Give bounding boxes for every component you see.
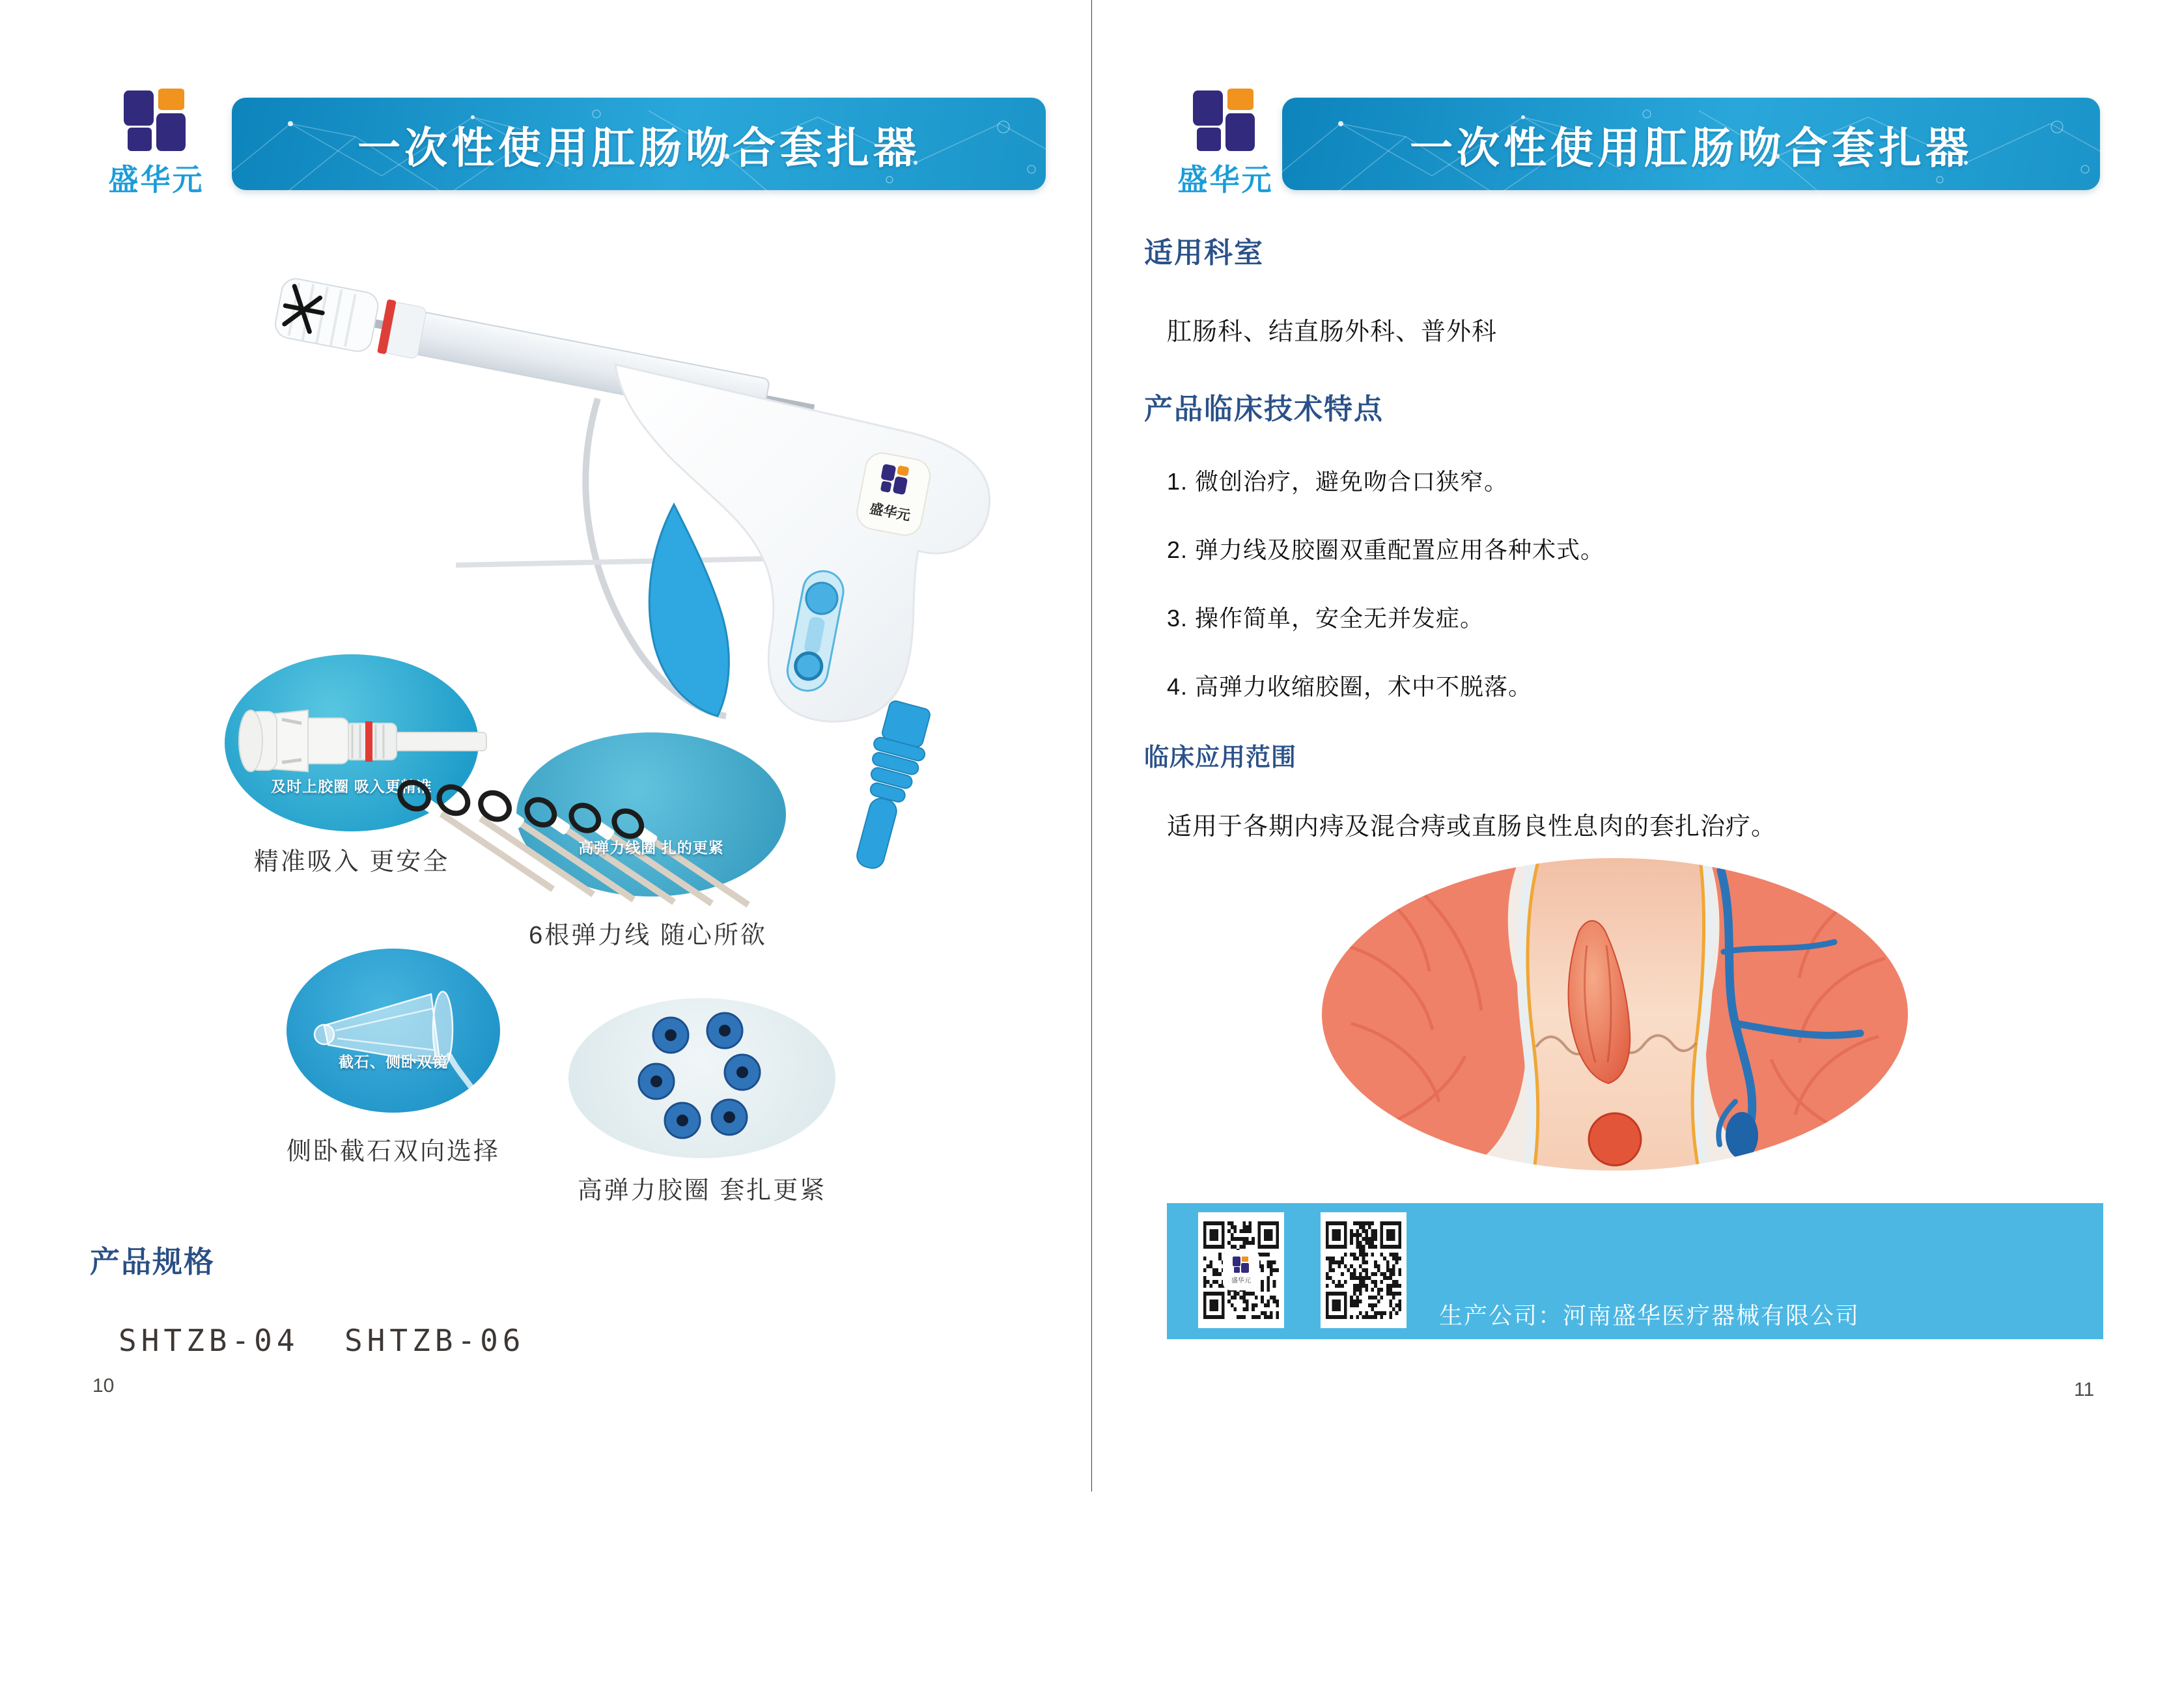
- page-title: 一次性使用肛肠吻合套扎器: [357, 123, 920, 172]
- company-logo-text: 盛华元: [108, 163, 204, 197]
- qr-code-wechat: [1198, 1212, 1284, 1328]
- footer-address-line: 地 址：河南省长垣市魏庄工业园区华豫大道西侧: [1439, 1560, 1967, 1587]
- hemorrhoid-anatomy-illustration: [1319, 854, 1911, 1174]
- section-heading-departments: 适用科室: [1144, 237, 1264, 269]
- clinical-scope-body: 适用于各期内痔及混合痔或直肠良性息肉的套扎治疗。: [1167, 813, 1777, 840]
- company-logo-text: 盛华元: [1177, 163, 1274, 197]
- contact-footer: [1167, 1203, 2103, 1587]
- list-item: 2. 弹力线及胶圈双重配置应用各种术式。: [1167, 536, 1605, 563]
- departments-body: 肛肠科、结直肠外科、普外科: [1167, 318, 1498, 346]
- rubber-rings-photo: [568, 998, 835, 1158]
- list-item: 1. 微创治疗，避免吻合口狭窄。: [1167, 468, 1509, 495]
- qr-code-website: [1321, 1212, 1407, 1328]
- callout-overlay-text: 截石、侧卧双镜: [339, 1053, 448, 1071]
- callout-caption: 高弹力胶圈 套扎更紧: [577, 1177, 827, 1204]
- company-logo-icon: [1193, 89, 1258, 151]
- qr-center-logo: [1224, 1251, 1258, 1289]
- company-logo: [1167, 89, 1284, 199]
- elastic-lines-photo: [516, 732, 786, 896]
- page-left: [0, 0, 1092, 1492]
- callout-overlay-text: 及时上胶圈 吸入更精准: [271, 777, 432, 795]
- device-logo-sticker: [854, 451, 933, 538]
- callout-caption: 精准吸入 更安全: [253, 848, 450, 876]
- footer-contact-lines: [1439, 1208, 1967, 1681]
- device-sticker-label: 盛华元: [868, 501, 912, 524]
- page-number: 11: [2074, 1379, 2095, 1400]
- feature-callout-elastic-lines: [516, 732, 786, 896]
- clinical-feature-list: [1167, 464, 1604, 702]
- page-title: 一次性使用肛肠吻合套扎器: [1410, 123, 1972, 172]
- callout-caption: 6根弹力线 随心所欲: [529, 922, 767, 949]
- list-item: 4. 高弹力收缩胶圈，术中不脱落。: [1167, 673, 1533, 700]
- page-right: [1092, 0, 2184, 1587]
- qr-logo-label: 盛华元: [1231, 1277, 1251, 1285]
- feature-callout-rubber-rings: [568, 998, 835, 1158]
- specs-heading: 产品规格: [90, 1245, 215, 1279]
- company-logo-icon: [1233, 1257, 1250, 1273]
- anoscope-photo: [287, 949, 500, 1113]
- footer-phone-line: 电 话 ： 0373-8711186: [1439, 1431, 1708, 1458]
- callout-overlay-text: 高弹力线圈 扎的更紧: [578, 839, 724, 856]
- page-number: 10: [92, 1375, 115, 1396]
- section-heading-clinical-scope: 临床应用范围: [1144, 744, 1297, 771]
- callout-caption: 侧卧截石双向选择: [286, 1138, 501, 1165]
- section-heading-clinical-features: 产品临床技术特点: [1144, 393, 1384, 425]
- footer-company-line: 生产公司：河南盛华医疗器械有限公司: [1439, 1302, 1860, 1329]
- page-title-banner: [1282, 98, 2100, 190]
- specs-model-numbers: SHTZB-04 SHTZB-06: [119, 1323, 525, 1358]
- feature-callout-anoscope: [287, 949, 500, 1113]
- list-item: 3. 操作简单，安全无并发症。: [1167, 605, 1485, 632]
